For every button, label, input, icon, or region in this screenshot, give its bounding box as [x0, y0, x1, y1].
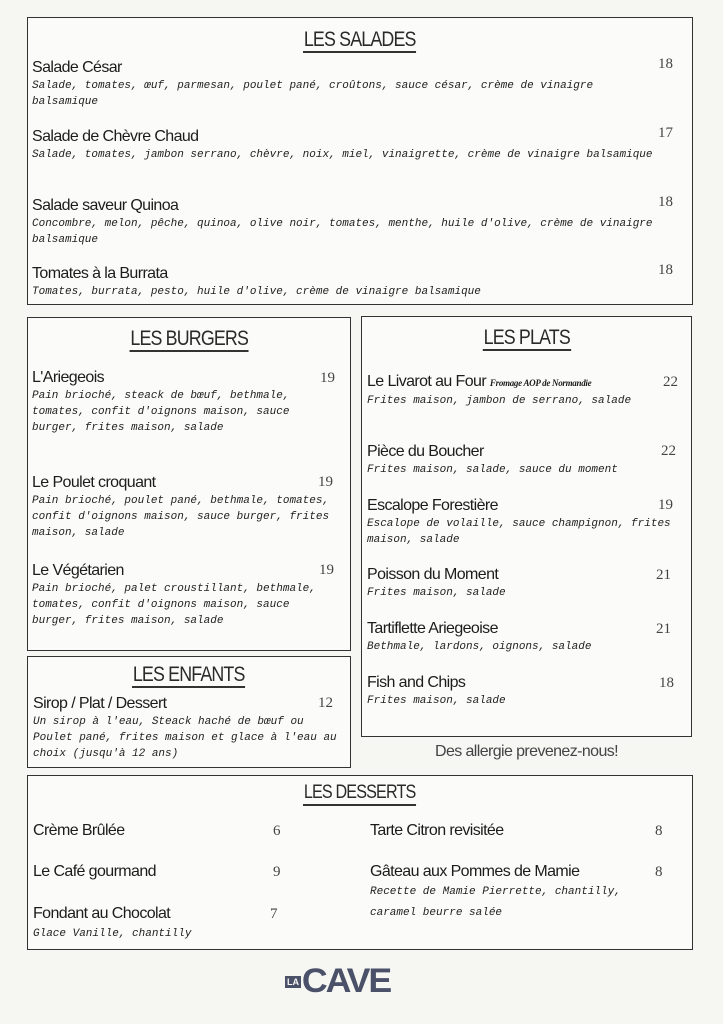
price: 18: [658, 194, 673, 210]
menu-item: [367, 565, 682, 601]
menu-item: [367, 442, 682, 478]
item-name: Salade César: [32, 59, 122, 76]
item-description: Tomates, burrata, pesto, huile d'olive, crème de vinaigre balsamique: [32, 286, 481, 298]
menu-item: [32, 264, 662, 300]
item-description: Escalope de volaille, sauce champignon, frites maison, salade: [367, 518, 671, 546]
menu-item: [32, 58, 662, 110]
item-name: Gâteau aux Pommes de Mamie: [370, 863, 580, 880]
item-name: Sirop / Plat / Dessert: [33, 695, 167, 712]
item-description: Concombre, melon, pêche, quinoa, olive noir, tomates, menthe, huile d'olive, crème de vinaigre balsamique: [32, 218, 653, 246]
salades-section: [27, 17, 693, 305]
menu-item: [32, 368, 332, 436]
item-subtitle: Fromage AOP de Normandie: [489, 378, 592, 388]
price: 19: [318, 474, 333, 490]
item-description: Frites maison, salade, sauce du moment: [367, 464, 618, 476]
item-name: Salade saveur Quinoa: [32, 197, 179, 214]
price: 18: [658, 262, 673, 278]
section-title: [28, 28, 692, 53]
price: 22: [663, 374, 678, 390]
price: 6: [273, 823, 281, 839]
menu-item: [32, 196, 662, 248]
plats-section: [361, 316, 692, 737]
menu-item: [367, 496, 682, 548]
menu-item: [32, 561, 332, 629]
menu-item: [370, 821, 504, 841]
menu-item: [367, 619, 682, 655]
item-name: Le Poulet croquant: [32, 474, 156, 491]
text: LA: [287, 976, 299, 987]
item-description: Salade, tomates, œuf, parmesan, poulet pané, croûtons, sauce césar, crème de vinaigre balsamique: [32, 80, 594, 108]
menu-item: [367, 673, 682, 709]
enfants-section: [27, 656, 351, 768]
item-name: Fish and Chips: [367, 674, 466, 691]
item-name: Le Café gourmand: [33, 863, 156, 880]
price: 18: [659, 675, 674, 691]
price: 19: [658, 497, 673, 513]
text: Le Livarot au Four: [367, 373, 487, 390]
text: CAVE: [301, 962, 391, 1000]
price: 22: [661, 443, 676, 459]
item-description: Frites maison, salade: [367, 695, 506, 707]
burgers-section: [27, 317, 351, 651]
price: 8: [655, 864, 663, 880]
price: 18: [658, 56, 673, 72]
item-name: Le Végétarien: [32, 562, 124, 579]
menu-item: [33, 904, 191, 944]
item-name: Pièce du Boucher: [367, 443, 484, 460]
item-name: Salade de Chèvre Chaud: [32, 128, 199, 145]
price: 21: [656, 621, 671, 637]
menu-item: [367, 372, 682, 409]
item-name: Fondant au Chocolat: [33, 905, 171, 922]
allergy-note: Des allergie prevenez-nous!: [434, 743, 619, 760]
section-title: [28, 327, 350, 352]
item-description: Recette de Mamie Pierrette, chantilly, caramel beurre salée: [370, 886, 621, 919]
item-name: Crème Brûlée: [33, 822, 125, 839]
item-description: Frites maison, salade: [367, 587, 506, 599]
menu-item: [33, 862, 156, 882]
text: LES SALADES: [304, 28, 416, 51]
item-description: Glace Vanille, chantilly: [33, 928, 192, 940]
section-title: [28, 663, 350, 688]
item-description: Pain brioché, steack de bœuf, bethmale, tomates, confit d'oignons maison, sauce burger, frites maison, salade: [32, 390, 290, 434]
menu-item: [32, 473, 332, 541]
price: 17: [658, 125, 673, 141]
desserts-section: [27, 775, 693, 950]
price: 19: [319, 562, 334, 578]
price: 12: [318, 695, 333, 711]
la-cave-logo: [285, 962, 391, 1001]
price: 8: [655, 823, 663, 839]
text: LES ENFANTS: [133, 663, 245, 686]
item-description: Salade, tomates, jambon serrano, chèvre, noix, miel, vinaigrette, crème de vinaigre balsamique: [32, 149, 653, 161]
text: LES BURGERS: [130, 327, 248, 350]
menu-item: [370, 862, 630, 924]
price: 19: [320, 370, 335, 386]
section-title: [28, 782, 692, 806]
item-description: Pain brioché, poulet pané, bethmale, tomates, confit d'oignons maison, sauce burger, frites maison, salade: [32, 495, 330, 539]
item-name: Poisson du Moment: [367, 566, 499, 583]
item-name: Tarte Citron revisitée: [370, 822, 504, 839]
text: LES PLATS: [483, 326, 570, 349]
menu-item: [33, 821, 125, 841]
price: 9: [273, 864, 281, 880]
price: 7: [270, 906, 278, 922]
menu-item: [33, 694, 345, 762]
item-description: Pain brioché, palet croustillant, bethmale, tomates, confit d'oignons maison, sauce burger, frites maison, salade: [32, 583, 316, 627]
price: 21: [656, 567, 671, 583]
item-name: L'Ariegeois: [32, 369, 105, 386]
text: LES DESSERTS: [303, 782, 416, 806]
item-name: Escalope Forestière: [367, 497, 498, 514]
item-name: Tomates à la Burrata: [32, 265, 168, 282]
item-description: Un sirop à l'eau, Steack haché de bœuf ou Poulet pané, frites maison et glace à l'eau au choix (jusqu'à 12 ans): [33, 716, 337, 760]
section-title: [362, 326, 691, 351]
item-description: Bethmale, lardons, oignons, salade: [367, 641, 592, 653]
item-description: Frites maison, jambon de serrano, salade: [367, 395, 632, 407]
item-name: Tartiflette Ariegeoise: [367, 620, 498, 637]
menu-item: [32, 127, 662, 163]
